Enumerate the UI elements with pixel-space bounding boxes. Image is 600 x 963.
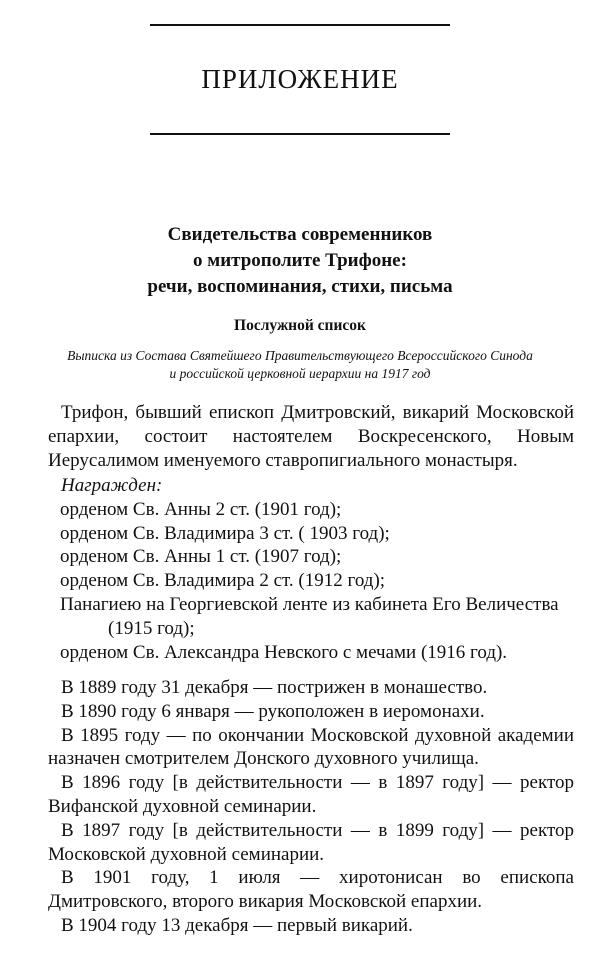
award-item: орденом Св. Владимира 2 ст. (1912 год); xyxy=(60,570,386,592)
awards-block xyxy=(48,474,574,664)
awards-list xyxy=(48,498,574,665)
events-list xyxy=(48,676,574,938)
intro-paragraph: Трифон, бывший епископ Дмитровский, викарий Московской епархии, состоит настоятелем Воскресенского, Новым Иерусалимом именуемого ставропигиального монастыря. xyxy=(48,402,574,471)
record-title: Послужной список xyxy=(234,317,366,334)
section-title-line: о митрополите Трифоне: xyxy=(193,250,407,271)
award-item: орденом Св. Владимира 3 ст. ( 1903 год); xyxy=(60,522,390,544)
event-paragraph: В 1897 году [в действительности — в 1899 году] — ректор Московской духовной семинарии. xyxy=(48,819,574,865)
award-item: орденом Св. Александра Невского с мечами (1916 год). xyxy=(60,641,508,663)
event-paragraph: В 1901 году, 1 июля — хиротонисан во епископа Дмитровского, второго викария Московской епархии. xyxy=(48,867,574,913)
source-note xyxy=(30,347,570,383)
event-paragraph: В 1895 году — по окончании Московской духовной академии назначен смотрителем Донского духовного училища. xyxy=(48,724,574,770)
section-title-line: речи, воспоминания, стихи, письма xyxy=(147,276,453,297)
source-note-line: и российской церковной иерархии на 1917 год xyxy=(169,366,431,381)
awards-label: Награжден: xyxy=(61,475,163,496)
event-paragraph: В 1889 году 31 декабря — пострижен в монашество. xyxy=(61,677,488,698)
event-paragraph: В 1896 году [в действительности — в 1897 году] — ректор Вифанской духовной семинарии. xyxy=(48,772,574,817)
section-title-line: Свидетельства современников xyxy=(167,224,433,245)
section-title xyxy=(0,222,600,300)
event-paragraph: В 1904 году 13 декабря — первый викарий. xyxy=(61,914,413,936)
top-rule xyxy=(150,24,450,26)
chapter-title: ПРИЛОЖЕНИЕ xyxy=(201,64,399,94)
bottom-rule xyxy=(150,133,450,135)
event-paragraph: В 1890 году 6 января — рукоположен в иеромонахи. xyxy=(61,700,485,722)
award-item: Панагиею на Георгиевской ленте из кабинета Его Величества (1915 год); xyxy=(60,593,559,639)
source-note-line: Выписка из Состава Святейшего Правительствующего Всероссийского Синода xyxy=(67,348,533,363)
award-item: орденом Св. Анны 2 ст. (1901 год); xyxy=(60,498,342,520)
award-item: орденом Св. Анны 1 ст. (1907 год); xyxy=(60,546,342,568)
